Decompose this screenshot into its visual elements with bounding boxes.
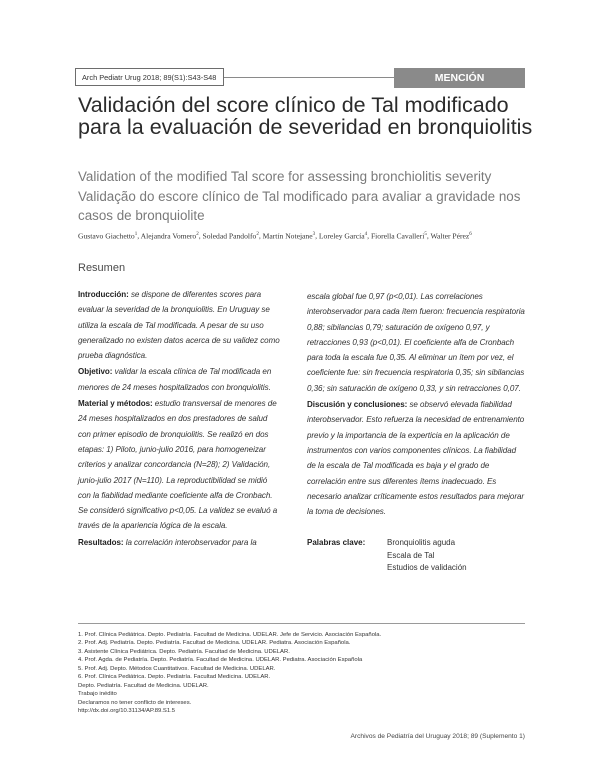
- discussion-label: Discusión y conclusiones:: [307, 400, 408, 410]
- author: Soledad Pandolfo: [202, 231, 257, 241]
- author: Fiorella Cavalleri: [370, 231, 425, 241]
- journal-reference: Arch Pediatr Urug 2018; 89(S1):S43-S48: [75, 68, 224, 86]
- abstract-discussion: [307, 397, 525, 519]
- abstract-results-continued: escala global fue 0,97 (p<0,01). Las correlaciones interobservador para cada ítem fueron: frecuencia respiratoria 0,88; sibilancias 0,79; saturación de oxígeno 0,97, y retracciones 0,93 (p<0,01). El coeficiente alfa de Cronbach para toda la escala fue 0,35. Al eliminar un ítem por vez, el coeficiente fue: sin frecuencia respiratoria 0,35; sin sibilancias 0,36; sin saturación de oxígeno 0,33, y sin retracciones 0,07.: [307, 292, 525, 393]
- methods-text: estudio transversal de menores de 24 meses hospitalizados en dos prestadores de salud con primer episodio de bronquiolitis. Se realizó en dos etapas: 1) Piloto, junio-julio 2016, para homogeneizar criterios y analizar concordancia (N=28); 2) Validación, junio-julio 2017 (N=110). La reproductibilidad se midió con la fiabilidad mediante coeficiente alfa de Cronbach. Se consideró significativo p<0,05. La validez se evaluó a través de la apariencia lógica de la escala.: [78, 399, 278, 531]
- objective-label: Objetivo:: [78, 367, 113, 377]
- author-affiliation: 2: [256, 232, 259, 237]
- footnote-line: 1. Prof. Clínica Pediátrica. Depto. Pediatría. Facultad de Medicina. UDELAR. Jefe de Servicio. Asociación Española.: [78, 632, 382, 638]
- author-affiliation: 6: [469, 232, 472, 237]
- journal-header-bar: [75, 68, 525, 88]
- affiliation-footnotes: [78, 631, 525, 716]
- doi-link[interactable]: http://dx.doi.org/10.31134/AP.89.S1.5: [78, 708, 176, 715]
- abstract-right-column: [307, 289, 525, 575]
- footnote-line: 5. Prof. Adj. Depto. Métodos Cuantitativos. Facultad de Medicina. UDELAR.: [78, 665, 276, 672]
- author-affiliation: 3: [312, 232, 316, 237]
- keywords-list: [387, 537, 467, 575]
- author-affiliation: 2: [196, 232, 199, 237]
- footnote-line: 4. Prof. Agda. de Pediatría. Depto. Pediatría. Facultad de Medicina. UDELAR. Pediatra. Asociación Española: [78, 657, 363, 664]
- abstract-results: [78, 535, 282, 550]
- keyword: Bronquiolitis aguda: [387, 538, 456, 548]
- introduction-text: se dispone de diferentes scores para evaluar la severidad de la bronquiolitis. En Uruguay se utiliza la escala de Tal modificada. A pesar de su uso generalizado no existen datos acerca de su validez como prueba diagnóstica.: [78, 290, 280, 361]
- author-affiliation: 4: [364, 232, 368, 237]
- article-title-portuguese: Validação do escore clínico de Tal modificado para avaliar a gravidade nos casos de bronquiolite: [78, 189, 521, 223]
- discussion-text: se observó elevada fiabilidad interobservador. Esto refuerza la necesidad de entrenamiento previo y la importancia de la experticia en la aplicación de instrumentos con varios componentes clínicos. La fiabilidad de la escala de Tal modificada es baja y el grado de correlación entre sus diferentes ítems inadecuado. Es necesario analizar críticamente estos resultados para mejorar la toma de decisiones.: [307, 400, 525, 517]
- abstract-methods: [78, 396, 282, 534]
- introduction-label: Introducción:: [78, 290, 129, 299]
- footnote-line: 3. Asistente Clínica Pediátrica. Depto. Pediatría. Facultad de Medicina. UDELAR.: [78, 648, 290, 655]
- results-text: la correlación interobservador para la: [123, 537, 257, 547]
- author: Alejandra Vomero: [140, 231, 197, 241]
- header-divider: [224, 77, 394, 78]
- keywords-label: Palabras clave:: [307, 538, 366, 548]
- section-label: MENCIÓN: [394, 68, 525, 88]
- footnote-line: 6. Prof. Clínica Pediátrica. Depto. Pediatría. Facultad Medicina. UDELAR.: [78, 674, 271, 681]
- article-title-english: Validation of the modified Tal score for assessing bronchiolitis severity: [78, 169, 492, 184]
- abstract-introduction: [78, 287, 282, 363]
- author-affiliation: 1: [134, 232, 138, 237]
- footnote-line: Declaramos no tener conflicto de intereses.: [78, 699, 192, 706]
- footnote-line: Trabajo inédito: [78, 691, 117, 698]
- author: Gustavo Giachetto: [78, 231, 135, 241]
- footnote-line: 2. Prof. Adj. Pediatría. Depto. Pediatría. Facultad de Medicina. UDELAR. Pediatra. Asociación Española.: [78, 640, 351, 647]
- author-affiliation: 5: [424, 232, 427, 237]
- page-footer-citation: Archivos de Pediatría del Uruguay 2018; 89 (Suplemento 1): [350, 733, 525, 740]
- abstract-left-column: [78, 262, 282, 551]
- footnote-line: Depto. Pediatría. Facultad de Medicina. UDELAR.: [78, 682, 209, 689]
- author: Loreley García: [318, 231, 365, 241]
- article-title-spanish: Validación del score clínico de Tal modificado para la evaluación de severidad en bronquiolitis: [78, 93, 533, 139]
- keyword: Escala de Tal: [387, 550, 435, 560]
- author-list: Gustavo Giachetto$^1$, Alejandra Vomero$^2$, Soledad Pandolfo$^2$, Martín Notejane$^3$, Loreley García$^4$, Fiorella Cavalleri$^5$, Walter Pérez$^6$: [78, 231, 472, 241]
- author: Walter Pérez: [430, 231, 470, 241]
- abstract-heading: Resumen: [78, 262, 126, 274]
- objective-text: validar la escala clínica de Tal modificada en menores de 24 meses hospitalizados con bronquiolitis.: [78, 367, 272, 392]
- author: Martín Notejane: [262, 231, 313, 241]
- abstract-objective: [78, 364, 282, 395]
- methods-label: Material y métodos:: [78, 399, 153, 409]
- results-label: Resultados:: [78, 537, 124, 547]
- keyword: Estudios de validación: [387, 563, 467, 573]
- keywords-block: [307, 537, 525, 575]
- footnote-divider: [78, 623, 525, 624]
